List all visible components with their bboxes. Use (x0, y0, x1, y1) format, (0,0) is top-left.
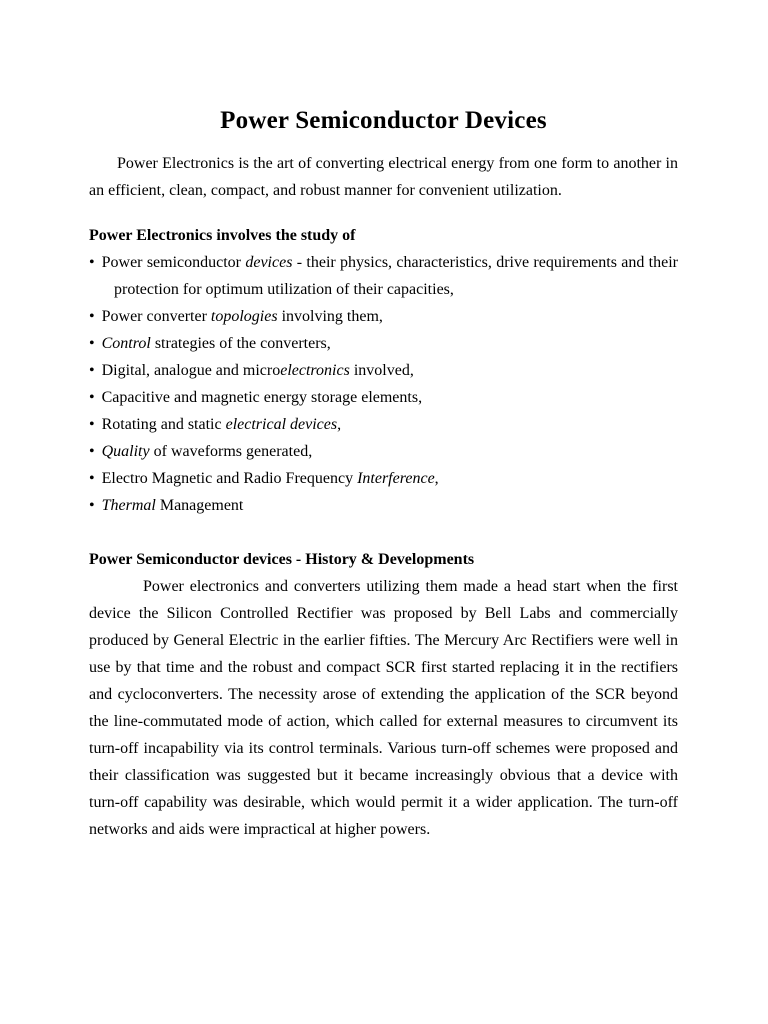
bullet-text: involving them, (277, 308, 383, 325)
bullet-text: - their physics, characteristics, drive requirements and their protection for optimum utilization of their capacities, (114, 254, 679, 298)
bullet-text: , (434, 470, 439, 487)
bullet-icon: • (89, 443, 95, 460)
history-section-heading: Power Semiconductor devices - History & Developments (89, 551, 475, 568)
bullet-icon: • (89, 497, 95, 514)
list-item (89, 249, 678, 303)
bullet-text: Electro Magnetic and Radio Frequency (101, 470, 358, 487)
bullet-text: Management (155, 497, 244, 514)
bullet-icon: • (89, 389, 95, 406)
bullet-icon: • (89, 254, 95, 271)
list-item (89, 438, 678, 465)
bullet-text: strategies of the converters, (150, 335, 331, 352)
bullet-text: involved, (349, 362, 414, 379)
bullet-text: Capacitive and magnetic energy storage elements, (101, 389, 423, 406)
list-item (89, 465, 678, 492)
history-paragraph: Power electronics and converters utilizing them made a head start when the first device the Silicon Controlled Rectifier was proposed by Bell Labs and commercially produced by General Electric in the earlier fifties. The Mercury Arc Rectifiers were well in use by that time and the robust and compact SCR first started replacing it in the rectifiers and cycloconverters. The necessity arose of extending the application of the SCR beyond the line-commutated mode of action, which called for external measures to circumvent its turn-off incapability via its control terminals. Various turn-off schemes were proposed and their classification was suggested but it became increasingly obvious that a device with turn-off capability was desirable, which would permit it a wider application. The turn-off networks and aids were impractical at higher powers. (89, 578, 678, 838)
list-item (89, 330, 678, 357)
bullet-text-italic: Control (101, 335, 151, 352)
list-item (89, 492, 678, 519)
bullet-text: of waveforms generated, (149, 443, 313, 460)
study-section-heading: Power Electronics involves the study of (89, 227, 356, 244)
list-item (89, 411, 678, 438)
bullet-text: Rotating and static (101, 416, 226, 433)
bullet-icon: • (89, 470, 95, 487)
document-title: Power Semiconductor Devices (220, 107, 547, 134)
bullet-icon: • (89, 308, 95, 325)
bullet-text-italic: electrical devices (225, 416, 338, 433)
bullet-text-italic: Quality (101, 443, 150, 460)
bullet-text: Digital, analogue and micro (101, 362, 281, 379)
intro-paragraph: Power Electronics is the art of converting electrical energy from one form to another in an efficient, clean, compact, and robust manner for convenient utilization. (89, 155, 678, 199)
bullet-text-italic: Thermal (101, 497, 156, 514)
study-list (89, 249, 678, 519)
list-item (89, 384, 678, 411)
bullet-icon: • (89, 362, 95, 379)
bullet-text: Power semiconductor (101, 254, 246, 271)
bullet-icon: • (89, 335, 95, 352)
bullet-text: Power converter (101, 308, 211, 325)
list-item (89, 303, 678, 330)
list-item (89, 357, 678, 384)
bullet-text-italic: electronics (280, 362, 350, 379)
bullet-text-italic: devices (245, 254, 293, 271)
bullet-text-italic: Interference (357, 470, 435, 487)
bullet-text-italic: topologies (210, 308, 278, 325)
bullet-text: , (337, 416, 342, 433)
bullet-icon: • (89, 416, 95, 433)
